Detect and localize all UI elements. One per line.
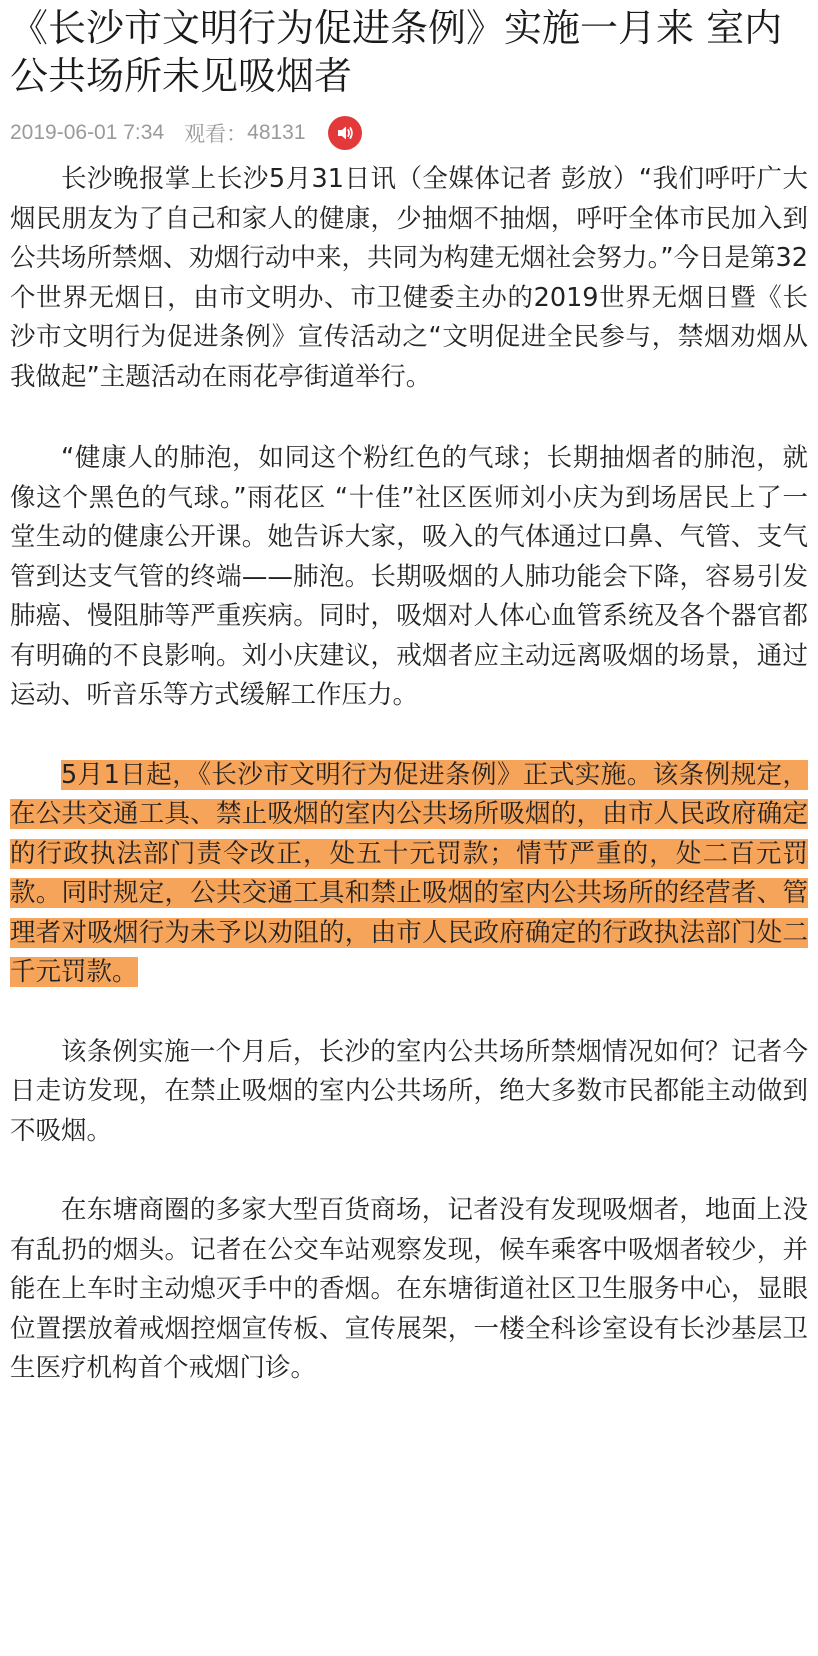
paragraph-regulation	[10, 756, 808, 993]
highlighted-text: 5月1日起，《长沙市文明行为促进条例》正式实施。该条例规定，在公共交通工具、禁止吸烟的室内公共场所吸烟的，由市人民政府确定的行政执法部门责令改正，处五十元罚款；情节严重的，处二百元罚款。同时规定，公共交通工具和禁止吸烟的室内公共场所的经营者、管理者对吸烟行为未予以劝阻的，由市人民政府确定的行政执法部门处二千元罚款。	[10, 759, 808, 987]
article	[10, 0, 808, 1389]
paragraph-survey: 该条例实施一个月后，长沙的室内公共场所禁烟情况如何？记者今日走访发现，在禁止吸烟的室内公共场所，绝大多数市民都能主动做到不吸烟。	[10, 1036, 808, 1146]
paragraph-intro: 长沙晚报掌上长沙5月31日讯（全媒体记者 彭放）“我们呼吁广大烟民朋友为了自己和家人的健康，少抽烟不抽烟，呼吁全体市民加入到公共场所禁烟、劝烟行动中来，共同为构建无烟社会努力。”今日是第32个世界无烟日，由市文明办、市卫健委主办的2019世界无烟日暨《长沙市文明行为促进条例》宣传活动之“文明促进全民参与，禁烟劝烟从我做起”主题活动在雨花亭街道举行。	[10, 164, 808, 392]
paragraph-doctor: “健康人的肺泡，如同这个粉红色的气球；长期抽烟者的肺泡，就像这个黑色的气球。”雨花区 “十佳”社区医师刘小庆为到场居民上了一堂生动的健康公开课。她告诉大家，吸入的气体通过口鼻、气管、支气管到达支气管的终端——肺泡。长期吸烟的人肺功能会下降，容易引发肺癌、慢阻肺等严重疾病。同时，吸烟对人体心血管系统及各个器官都有明确的不良影响。刘小庆建议，戒烟者应主动远离吸烟的场景，通过运动、听音乐等方式缓解工作压力。	[10, 443, 808, 710]
article-meta	[10, 114, 808, 152]
views-label: 观看：	[184, 123, 248, 146]
speaker-icon[interactable]	[328, 116, 362, 150]
paragraph-dongtang: 在东塘商圈的多家大型百货商场，记者没有发现吸烟者，地面上没有乱扔的烟头。记者在公交车站观察发现，候车乘客中吸烟者较少，并能在上车时主动熄灭手中的香烟。在东塘街道社区卫生服务中心，显眼位置摆放着戒烟控烟宣传板、宣传展架，一楼全科诊室设有长沙基层卫生医疗机构首个戒烟门诊。	[10, 1195, 808, 1383]
views-count: 48131	[247, 121, 306, 144]
publish-datetime: 2019-06-01 7:34	[10, 121, 165, 144]
article-title: 《长沙市文明行为促进条例》实施一月来 室内公共场所未见吸烟者	[10, 6, 783, 98]
